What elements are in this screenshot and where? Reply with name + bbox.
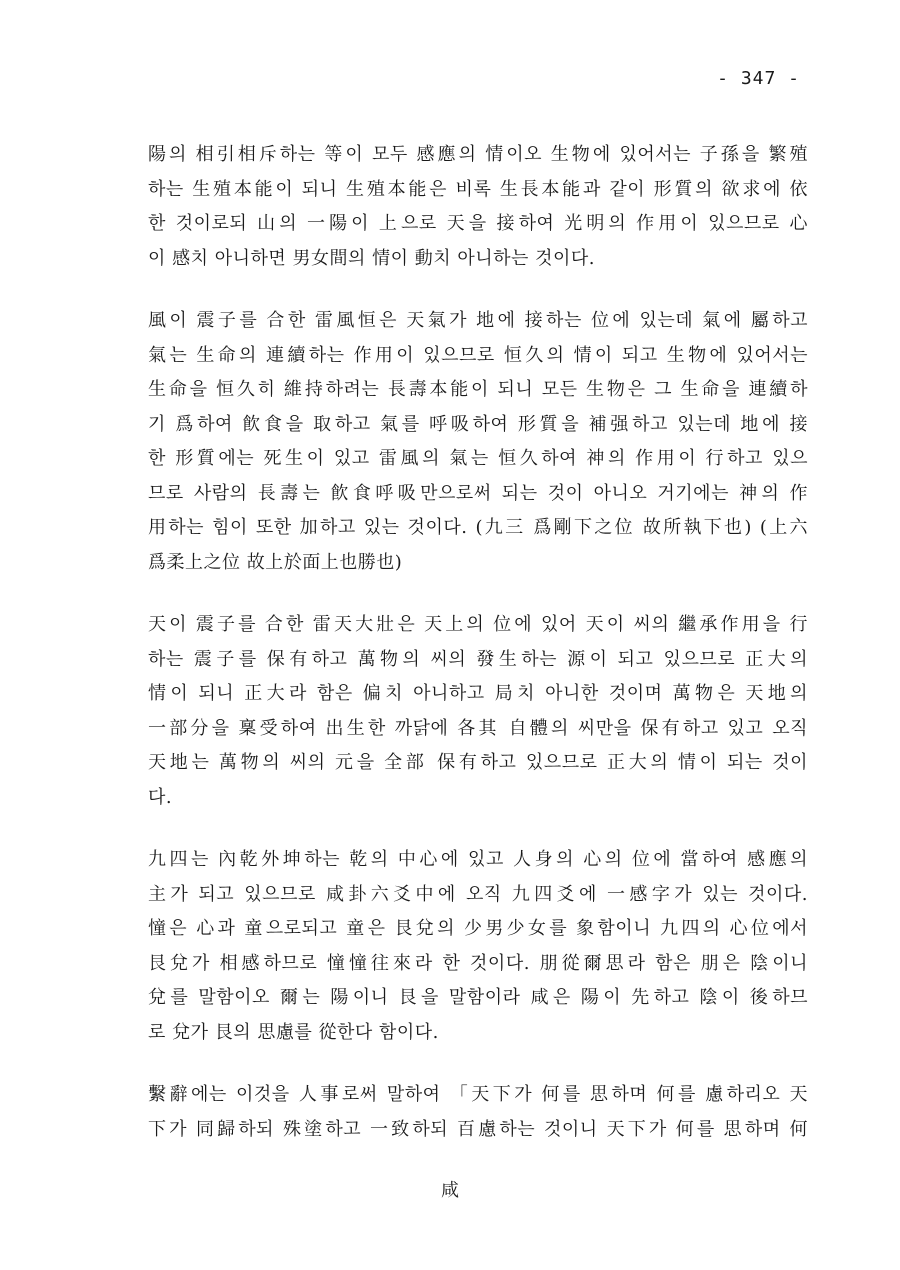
text-line: 므로 사람의 長壽는 飮食呼吸만으로써 되는 것이 아니오 거기에는 神의 作 [148, 482, 808, 504]
text-line: 情이 되니 正大라 함은 偏치 아니하고 局치 아니한 것이며 萬物은 天地의 [148, 683, 808, 704]
text-line: 憧은 心과 童으로되고 童은 艮兌의 少男少女를 象함이니 九四의 心位에서 [148, 918, 808, 939]
text-line: 兌를 말함이오 爾는 陽이니 艮을 말함이라 咸은 陽이 先하고 陰이 後하므 [148, 987, 808, 1008]
text-line: 艮兌가 相感하므로 憧憧往來라 한 것이다. 朋從爾思라 함은 朋은 陰이니 [148, 952, 808, 974]
text-line: 爲柔上之位 故上於面上也勝也) [148, 551, 403, 573]
text-line: 主가 되고 있으므로 咸卦六爻中에 오직 九四爻에 一感字가 있는 것이다. [148, 883, 808, 905]
text-line: 天이 震子를 合한 雷天大壯은 天上의 位에 있어 天이 씨의 繼承作用을 行 [148, 614, 808, 635]
paragraph-1 [148, 138, 808, 276]
text-line: 한 것이로되 山의 一陽이 上으로 天을 接하여 光明의 作用이 있으므로 心 [148, 213, 808, 234]
text-line: 이 感치 아니하면 男女間의 情이 動치 아니하는 것이다. [148, 247, 595, 269]
text-line: 陽의 相引相斥하는 等이 모두 感應의 情이오 生物에 있어서는 子孫을 繁殖 [148, 144, 808, 165]
text-line: 하는 生殖本能이 되니 生殖本能은 비록 生長本能과 같이 形質의 欲求에 依 [148, 178, 808, 200]
text-line: 九四는 內乾外坤하는 乾의 中心에 있고 人身의 心의 位에 當하여 感應의 [148, 849, 808, 870]
text-line: 기 爲하여 飮食을 取하고 氣를 呼吸하여 形質을 補强하고 있는데 地에 接 [148, 413, 808, 435]
text-line: 하는 震子를 保有하고 萬物의 씨의 發生하는 源이 되고 있으므로 正大의 [148, 648, 808, 670]
text-line: 氣는 生命의 連續하는 作用이 있으므로 恒久의 情이 되고 生物에 있어서는 [148, 344, 808, 366]
body-text [148, 138, 808, 1175]
footer-chapter-title: 咸 [441, 1180, 459, 1201]
text-line: 한 形質에는 死生이 있고 雷風의 氣는 恒久하여 神의 作用이 行하고 있으 [148, 448, 808, 469]
text-line: 生命을 恒久히 維持하려는 長壽本能이 되니 모든 生物은 그 生命을 連續하 [148, 379, 808, 400]
text-line: 天地는 萬物의 씨의 元을 全部 保有하고 있으므로 正大의 情이 되는 것이 [148, 752, 808, 773]
text-line: 로 兌가 艮의 思慮를 從한다 함이다. [148, 1021, 439, 1043]
text-line: 下가 同歸하되 殊塗하고 一致하되 百慮하는 것이니 天下가 何를 思하며 何 [148, 1118, 808, 1140]
paragraph-5 [148, 1078, 808, 1147]
paragraph-3 [148, 608, 808, 815]
text-line: 風이 震子를 合한 雷風恒은 天氣가 地에 接하는 位에 있는데 氣에 屬하고 [148, 310, 808, 331]
text-line: 繫辭에는 이것을 人事로써 말하여 「天下가 何를 思하며 何를 慮하리오 天 [148, 1084, 808, 1105]
text-line: 다. [148, 786, 173, 808]
text-line: 一部分을 稟受하여 出生한 까닭에 各其 自體의 씨만을 保有하고 있고 오직 [148, 717, 808, 739]
page-number: - 347 - [717, 68, 800, 89]
text-line: 用하는 힘이 또한 加하고 있는 것이다. (九三 爲剛下之位 故所執下也) (上六 [148, 517, 808, 538]
paragraph-2 [148, 304, 808, 580]
paragraph-4 [148, 843, 808, 1050]
